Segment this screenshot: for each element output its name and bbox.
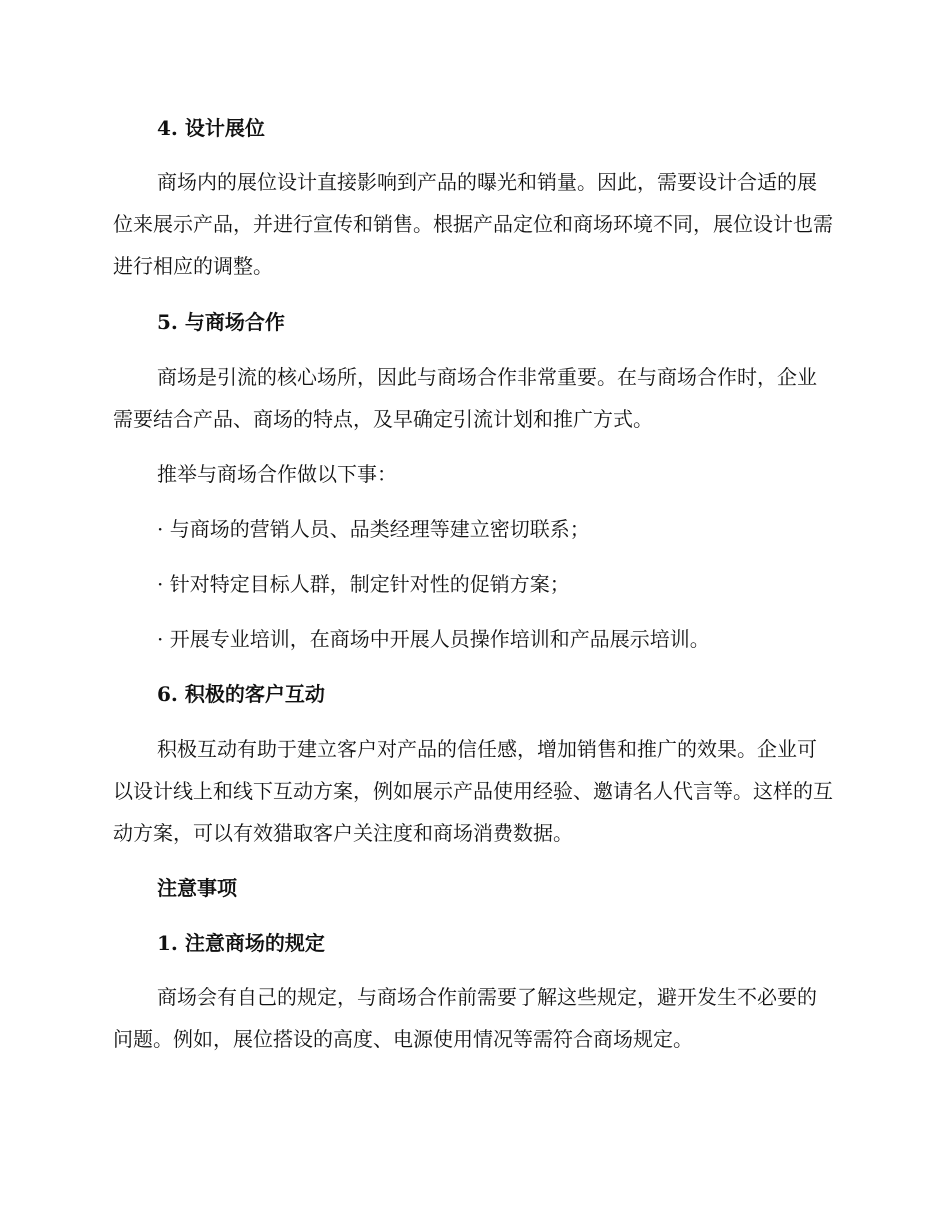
note-1-heading: 1. 注意商场的规定 <box>157 931 325 955</box>
section-4-paragraph: 商场内的展位设计直接影响到产品的曝光和销量。因此，需要设计合适的展位来展示产品，并进行宣传和销售。根据产品定位和商场环境不同，展位设计也需进行相应的调整。 <box>113 170 833 278</box>
section-6-paragraph: 积极互动有助于建立客户对产品的信任感，增加销售和推广的效果。企业可以设计线上和线下互动方案，例如展示产品使用经验、邀请名人代言等。这样的互动方案，可以有效猎取客户关注度和商场消费数据。 <box>113 737 833 845</box>
section-5-bullet-2: · 针对特定目标人群，制定针对性的促销方案； <box>157 572 570 596</box>
section-5-paragraph: 商场是引流的核心场所，因此与商场合作非常重要。在与商场合作时，企业需要结合产品、商场的特点，及早确定引流计划和推广方式。 <box>113 365 817 431</box>
section-6-heading: 6. 积极的客户互动 <box>157 682 325 706</box>
section-5-heading: 5. 与商场合作 <box>157 310 285 334</box>
section-5-bullet-3: · 开展专业培训，在商场中开展人员操作培训和产品展示培训。 <box>157 627 710 651</box>
section-4-heading: 4. 设计展位 <box>157 116 265 140</box>
note-1-paragraph: 商场会有自己的规定，与商场合作前需要了解这些规定，避开发生不必要的问题。例如，展位搭设的高度、电源使用情况等需符合商场规定。 <box>113 985 817 1051</box>
notes-heading: 注意事项 <box>157 876 237 900</box>
section-5-bullet-1: · 与商场的营销人员、品类经理等建立密切联系； <box>157 517 590 541</box>
section-5-intro: 推举与商场合作做以下事： <box>157 462 397 486</box>
